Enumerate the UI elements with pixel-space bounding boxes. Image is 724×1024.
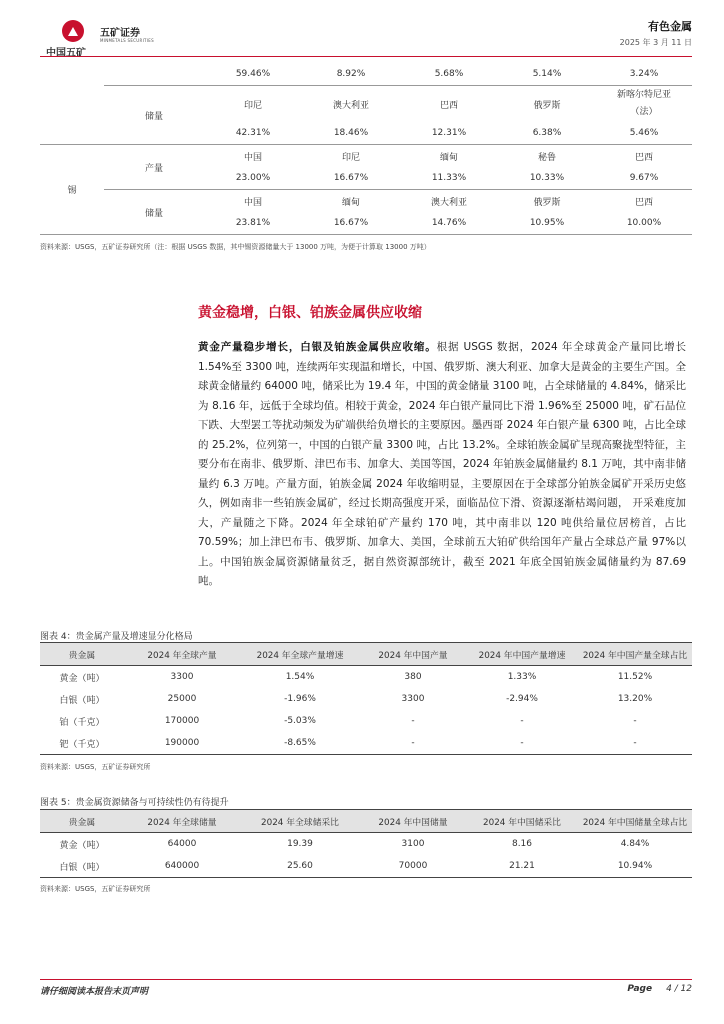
table-cell: 11.52%: [617, 672, 653, 682]
table-source-note: 资料来源：USGS，五矿证券研究所（注：根据 USGS 数据，其中锡资源储量大于 13000 万吨，为便于计算取 13000 万吨）: [40, 243, 431, 251]
table-cell: 5.46%: [629, 128, 659, 138]
figure-4-table: [40, 642, 692, 755]
row-label-cell: 钯（千克）: [40, 732, 124, 755]
column-header: 贵金属: [40, 643, 124, 666]
table-cell: 印尼: [302, 145, 400, 168]
table-cell: 25.60: [240, 855, 360, 878]
table-cell: 1.54%: [285, 672, 315, 682]
column-header: 2024 年全球产量: [124, 643, 240, 666]
column-header: 2024 年中国储采比: [466, 810, 578, 833]
table-cell: 19.39: [287, 839, 313, 849]
sub-category-cell: 产量: [104, 145, 204, 190]
table-cell: 巴西: [400, 86, 498, 123]
row-label-cell: 黄金（吨）: [59, 673, 105, 684]
figure-4-title: 图表 4：贵金属产量及增速显分化格局: [40, 632, 193, 642]
table-cell: 23.00%: [235, 173, 271, 183]
table-cell: 5.68%: [434, 69, 464, 79]
sub-category-cell: 储量: [104, 86, 204, 145]
company-logo: [46, 18, 166, 58]
table-cell: 16.67%: [333, 173, 369, 183]
table-row: [40, 855, 692, 878]
column-header: 2024 年全球储采比: [240, 810, 360, 833]
footer-divider: [40, 979, 692, 980]
column-header: 2024 年全球产量增速: [240, 643, 360, 666]
table-cell: -2.94%: [506, 694, 538, 704]
column-header: 2024 年中国产量: [360, 643, 466, 666]
table-cell: 64000: [167, 839, 197, 849]
table-cell: 印尼: [204, 86, 302, 123]
column-header: 2024 年中国储量全球占比: [578, 810, 692, 833]
table-cell: 13.20%: [617, 694, 653, 704]
table-cell: 640000: [124, 855, 240, 878]
category-cell: 锡: [40, 145, 104, 235]
logo-text-cn: 中国五矿: [46, 48, 86, 59]
row-label-cell: 白银（吨）: [40, 855, 124, 878]
table-cell: 秘鲁: [498, 145, 596, 168]
section-heading: 黄金稳增，白银、铂族金属供应收缩: [198, 305, 422, 321]
figure-5-title: 图表 5：贵金属资源储备与可持续性仍有待提升: [40, 798, 229, 808]
table-cell: 8.92%: [336, 69, 366, 79]
table-cell: 10.94%: [578, 855, 692, 878]
table-cell: 70000: [360, 855, 466, 878]
table-cell: -1.96%: [284, 694, 316, 704]
table-cell: -: [633, 716, 637, 726]
sub-category-cell: [104, 63, 204, 86]
table-cell: -: [360, 732, 466, 755]
paragraph-lead: 黄金产量稳步增长，白银及铂族金属供应收缩。: [198, 341, 437, 353]
table-cell: 中国: [204, 145, 302, 168]
page-label: Page: [627, 984, 653, 994]
logo-emblem-icon: [62, 20, 84, 42]
figure-4-source: 资料来源：USGS，五矿证券研究所: [40, 763, 151, 771]
table-cell: 23.81%: [204, 212, 302, 235]
report-date: 2025 年 3 月 11 日: [619, 38, 692, 47]
broker-name: 五矿证券: [100, 28, 140, 39]
table-cell: 3300: [401, 694, 425, 704]
table-cell: 8.16: [511, 839, 533, 849]
table-cell: 10.00%: [596, 212, 692, 235]
figure-5-table: [40, 809, 692, 878]
table-cell: -: [466, 732, 578, 755]
table-cell: -8.65%: [240, 732, 360, 755]
table-cell: 3300: [170, 672, 194, 682]
table-cell: 3100: [401, 839, 425, 849]
table-cell: 俄罗斯: [498, 86, 596, 123]
table-cell: 缅甸: [302, 190, 400, 213]
table-cell: 俄罗斯: [498, 190, 596, 213]
table-cell: 澳大利亚: [302, 86, 400, 123]
table-row: [40, 666, 692, 689]
row-label-cell: 白银（吨）: [59, 695, 105, 706]
table-cell: 18.46%: [333, 128, 369, 138]
table-cell: 3.24%: [629, 69, 659, 79]
table-cell: 5.14%: [532, 69, 562, 79]
table-cell: 16.67%: [302, 212, 400, 235]
table-cell: 巴西: [596, 190, 692, 213]
broker-name-en: MINMETALS SECURITIES: [100, 38, 154, 43]
column-header: 2024 年中国产量全球占比: [578, 643, 692, 666]
column-header: 贵金属: [40, 810, 124, 833]
table-row: [40, 86, 692, 123]
table-cell: 59.46%: [235, 69, 271, 79]
page-indicator: [627, 984, 692, 994]
header-divider: [40, 56, 692, 57]
disclaimer-notice: 请仔细阅读本报告末页声明: [40, 987, 149, 997]
table-cell: 21.21: [466, 855, 578, 878]
paragraph-text: 根据 USGS 数据，2024 年全球黄金产量同比增长 1.54%至 3300 吨，连续两年实现温和增长，中国、俄罗斯、澳大利亚、加拿大是黄金的主要生产国。全球黄金储量约 64000 吨，储采比为 19.4 年，中国的黄金储量 3100 吨，占全球储量的 4.84%，储采比为 8.16 年，远低于全球均值。相较于黄金，2024 年白银产量同比下滑 1.96%至 25000 吨，矿石品位下跌、大型罢工等扰动频发为矿端供给负增长的主要原因。墨西哥 2024 年白银产量 6300 吨，占比全球的 25.2%，位列第一，中国的白银产量 3300 吨，占比 13.2%。全球铂族金属矿呈现高聚拢型特征，主要分布在南非、俄罗斯、津巴布韦、加拿大、美国等国，2024 年铂族金属储量约 8.1 万吨，其中南非储量约 6.3 万吨。产量方面，铂族金属 2024 年收缩明显，主要原因在于全球部分铂族金属矿开采历史悠久，例如南非一些铂族金属矿，经过长期高强度开采，面临品位下滑、资源逐渐枯竭问题， 开采难度加大，产量随之下降。2024 年全球铂矿产量约 170 吨，其中南非以 120 吨供给量位居榜首，占比 70.59%；加上津巴布韦、俄罗斯、加拿大、美国，全球前五大铂矿供给国年产量占全球总产量 97%以上。中国铂族金属资源储量贫乏，据自然资源部统计，截至 2021 年底全国铂族金属储量约为 87.69 吨。: [198, 341, 687, 587]
table-row: [40, 732, 692, 755]
figure-5-source: 资料来源：USGS，五矿证券研究所: [40, 885, 151, 893]
table-row: [40, 63, 692, 86]
column-header: 2024 年中国产量增速: [466, 643, 578, 666]
table-cell: 190000: [124, 732, 240, 755]
table-row: [40, 688, 692, 710]
row-label-cell: 铂（千克）: [59, 717, 105, 728]
table-cell: 170000: [164, 716, 200, 726]
row-label-cell: 黄金（吨）: [59, 840, 105, 851]
table-cell: -: [520, 716, 524, 726]
table-cell: 11.33%: [431, 173, 467, 183]
table-cell: 12.31%: [431, 128, 467, 138]
body-paragraph: [198, 338, 686, 592]
sub-category-cell: 储量: [104, 190, 204, 235]
table-cell: 10.33%: [529, 173, 565, 183]
table-cell: 9.67%: [629, 173, 659, 183]
table-cell: 14.76%: [400, 212, 498, 235]
continued-metal-share-table: [40, 63, 692, 235]
table-row: [40, 145, 692, 168]
table-cell: -5.03%: [284, 716, 316, 726]
table-cell: 缅甸: [400, 145, 498, 168]
table-row: [40, 710, 692, 732]
table-cell: 新喀尔特尼亚 （法）: [596, 86, 692, 123]
table-cell: -: [411, 716, 415, 726]
table-cell: 380: [404, 672, 422, 682]
page-number: 4 / 12: [666, 984, 692, 994]
table-cell: 4.84%: [620, 839, 650, 849]
table-cell: 6.38%: [532, 128, 562, 138]
table-cell: 1.33%: [507, 672, 537, 682]
table-cell: 中国: [204, 190, 302, 213]
table-cell: -: [578, 732, 692, 755]
table-row: [40, 190, 692, 213]
table-cell: 25000: [167, 694, 197, 704]
column-header: 2024 年中国储量: [360, 810, 466, 833]
column-header: 2024 年全球储量: [124, 810, 240, 833]
table-cell: 巴西: [596, 145, 692, 168]
report-category: 有色金属: [648, 20, 692, 33]
category-cell: [40, 63, 104, 145]
table-cell: 42.31%: [235, 128, 271, 138]
table-row: [40, 833, 692, 856]
table-cell: 10.95%: [498, 212, 596, 235]
table-cell: 澳大利亚: [400, 190, 498, 213]
